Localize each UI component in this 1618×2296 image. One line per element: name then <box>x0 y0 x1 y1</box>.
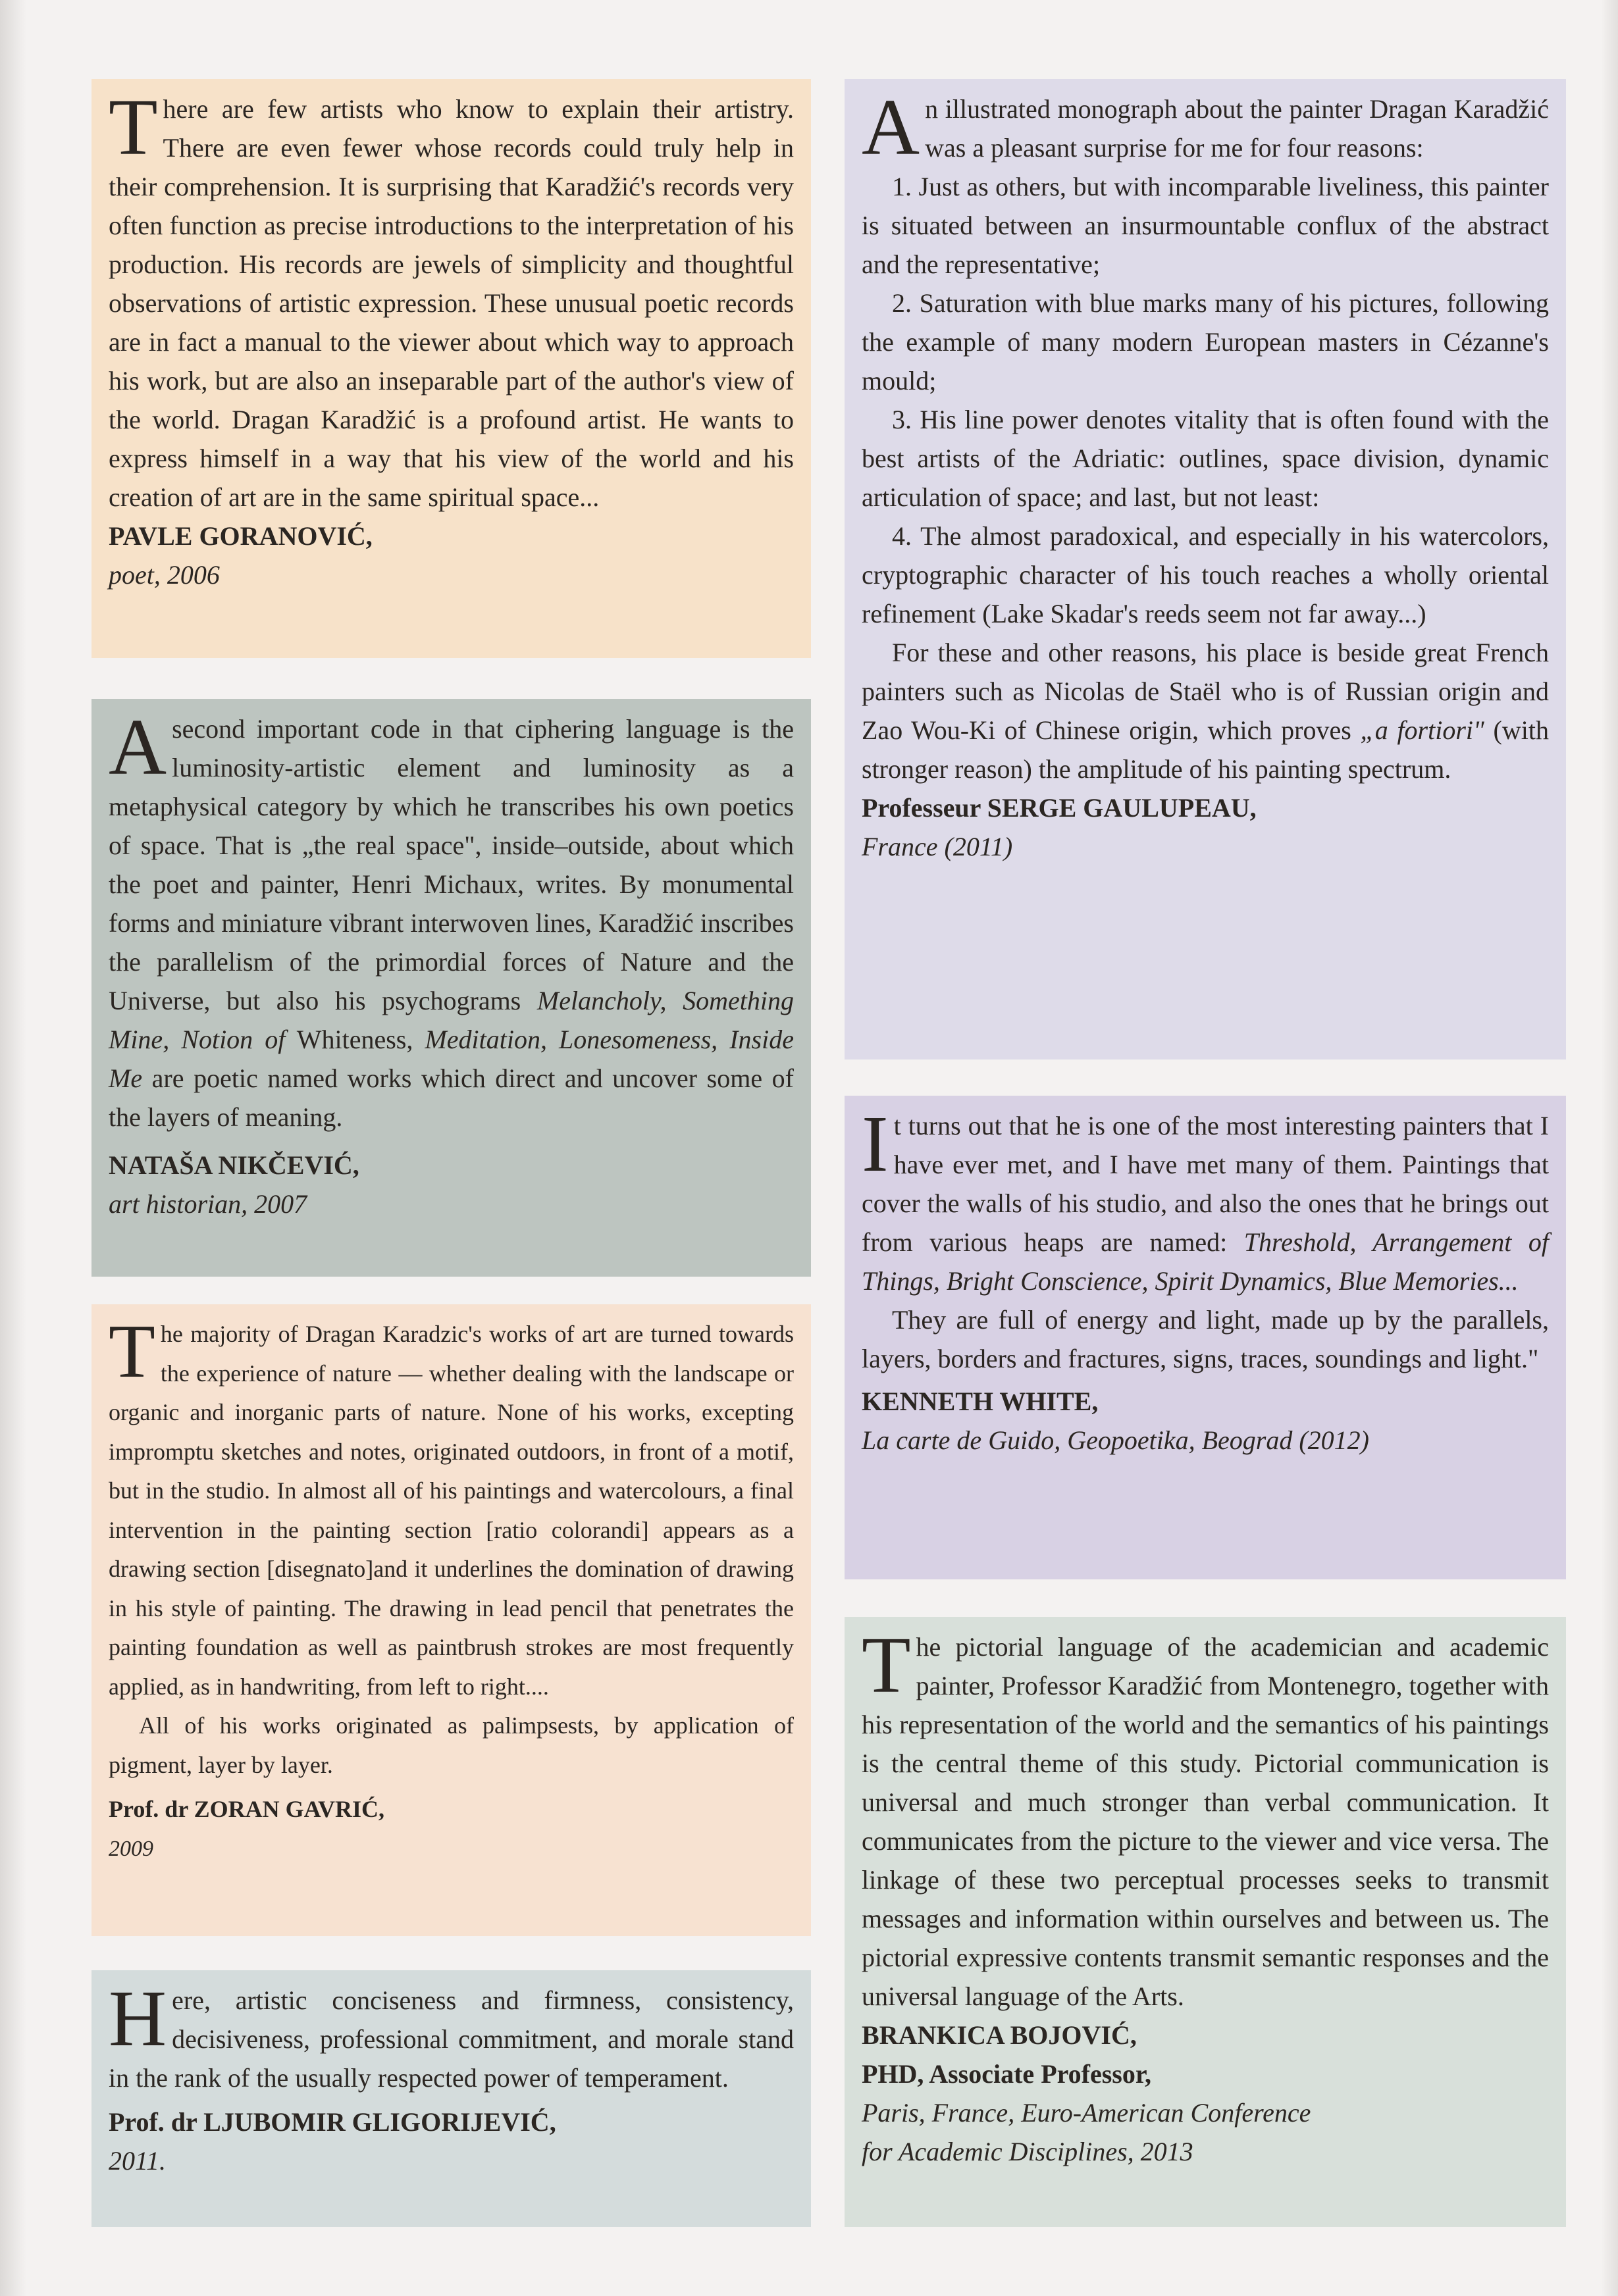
quote-box-gaulupeau <box>845 79 1566 1059</box>
drop-cap: T <box>109 1310 155 1394</box>
quote-text <box>862 83 1549 172</box>
drop-cap: A <box>109 703 167 792</box>
quote-author: BRANKICA BOJOVIĆ, <box>862 2020 1137 2050</box>
quote-box-white <box>845 1096 1566 1579</box>
quote-paragraph-end: are poetic named works which direct and uncover some of the layers of meaning. <box>109 1063 794 1132</box>
quote-author <box>862 788 1549 827</box>
page-edge-shadow <box>1601 0 1618 2296</box>
quote-box-gavric <box>91 1304 811 1936</box>
drop-cap: T <box>862 1621 911 1710</box>
quote-author-role: art historian, 2007 <box>109 1189 307 1219</box>
quote-author-role: Paris, France, Euro-American Conference <box>862 2098 1311 2128</box>
quote-paragraph: he pictorial language of the academician and academic painter, Professor Karadžić from Montenegro, together with his representation of the world and the semantics of his paintings is the central theme of this study. Pictorial communication is universal and much stronger than verbal communication. It communicates from the picture to the viewer and vice versa. The linkage of these two perceptual processes seeks to transmit messages and information within ourselves and between us. The pictorial expressive contents transmit semantic responses and the universal language of the Arts. <box>862 1632 1549 2011</box>
quote-text <box>109 703 794 1136</box>
quote-paragraph-end: (with stronger reason) the amplitude of his painting spectrum. <box>862 715 1549 784</box>
quote-paragraph: second important code in that ciphering language is the luminosity-artistic element and luminosity as a metaphysical category by which he transcribes his own poetics of space. That is „the real space", inside–outside, about which the poet and painter, Henri Michaux, writes. By monumental forms and miniature vibrant interwoven lines, Karadžić inscribes the parallelism of the primordial forces of Nature and the Universe, but also his psychograms <box>109 714 794 1015</box>
quote-author: Prof. dr LJUBOMIR GLIGORIJEVIĆ, <box>109 2107 556 2137</box>
quote-author-role: France (2011) <box>862 832 1013 861</box>
quote-paragraph <box>862 633 1549 788</box>
quote-text <box>862 1100 1549 1300</box>
quote-author-degree: PHD, Associate Professor, <box>862 2059 1151 2089</box>
drop-cap: A <box>862 83 920 172</box>
quote-paragraph: he majority of Dragan Karadzic's works of art are turned towards the experience of nature — whether dealing with the landscape or organic and inorganic parts of nature. None of his works, excepting impromptu sketches and notes, originated outdoors, in front of a motif, but in the studio. In almost all of his paintings and watercolours, a final intervention in the painting section [ratio colorandi] appears as a drawing section [disegnato]and it underlines the domination of drawing in his style of painting. The drawing in lead pencil that penetrates the painting foundation as well as paintbrush strokes are most frequently applied, as in handwriting, from left to right.... <box>109 1321 794 1700</box>
quote-author: NATAŠA NIKČEVIĆ, <box>109 1150 359 1180</box>
drop-cap: T <box>109 83 158 172</box>
quote-paragraph: They are full of energy and light, made up by the parallels, layers, borders and fractures, signs, traces, soundings and light." <box>862 1305 1549 1373</box>
page-gutter-shadow <box>0 0 26 2296</box>
quote-author-role-continued: for Academic Disciplines, 2013 <box>862 2137 1193 2166</box>
quote-paragraph: All of his works originated as palimpsests, by application of pigment, layer by layer. <box>109 1712 794 1778</box>
list-item: 4. The almost paradoxical, and especially in his watercolors, cryptographic character of his touch reaches a wholly oriental refinement (Lake Skadar's reeds seem not far away...) <box>862 521 1549 628</box>
quote-paragraph: here are few artists who know to explain their artistry. There are even fewer whose records could truly help in their comprehension. It is surprising that Karadžić's records very often function as precise introductions to the interpretation of his production. His records are jewels of simplicity and thoughtful observations of artistic expression. These unusual poetic records are in fact a manual to the viewer about which way to approach his work, but are also an inseparable part of the author's view of the world. Dragan Karadžić is a profound artist. He wants to express himself in a way that his view of the world and his creation of art are in the same spiritual space... <box>109 94 794 512</box>
quote-text <box>109 1974 794 2097</box>
work-titles: Melancholy, Something Mine, Notion of <box>109 986 794 1054</box>
quote-text <box>109 83 794 517</box>
drop-cap: I <box>862 1100 889 1188</box>
quote-author: Prof. dr ZORAN GAVRIĆ, <box>109 1796 385 1822</box>
quote-author: KENNETH WHITE, <box>862 1387 1099 1416</box>
list-item: 2. Saturation with blue marks many of his pictures, following the example of many modern European masters in Cézanne's mould; <box>862 288 1549 395</box>
quote-author-role: 2011. <box>109 2146 167 2176</box>
quote-paragraph: t turns out that he is one of the most interesting painters that I have ever met, and I have met many of them. Paintings that cover the walls of his studio, and also the ones that he brings out from various heaps are named: <box>862 1111 1549 1257</box>
quote-author: PAVLE GORANOVIĆ, <box>109 521 373 551</box>
list-item: 1. Just as others, but with incomparable liveliness, this painter is situated between an insurmountable conflux of the abstract and the representative; <box>862 172 1549 279</box>
list-item: 3. His line power denotes vitality that is often found with the best artists of the Adriatic: outlines, space division, dynamic articulation of space; and last, but not least: <box>862 405 1549 512</box>
work-title-plain: Whiteness, <box>285 1025 413 1054</box>
quote-text <box>109 1310 794 1706</box>
author-name: SERGE GAULUPEAU, <box>987 793 1257 823</box>
quote-box-gligorijevic <box>91 1970 811 2227</box>
author-title: Professeur <box>862 793 987 823</box>
quote-author-role: La carte de Guido, Geopoetika, Beograd (2012) <box>862 1425 1369 1455</box>
quote-paragraph-start: For these and other reasons, his place is beside great French painters such as Nicolas de Staël who is of Russian origin and Zao Wou-Ki of Chinese origin, which proves <box>862 638 1549 745</box>
latin-phrase: „a fortiori" <box>1360 715 1484 745</box>
quote-box-goranovic <box>91 79 811 658</box>
quote-author-role: 2009 <box>109 1836 153 1861</box>
quote-paragraph: ere, artistic conciseness and firmness, consistency, decisiveness, professional commitment, and morale stand in the rank of the usually respected power of temperament. <box>109 1985 794 2093</box>
drop-cap: H <box>109 1974 167 2063</box>
quote-author-role: poet, 2006 <box>109 560 220 590</box>
quote-paragraph: n illustrated monograph about the painter Dragan Karadžić was a pleasant surprise for me for four reasons: <box>925 94 1549 163</box>
work-titles: Meditation, Lonesomeness, Inside Me <box>109 1025 794 1093</box>
quote-box-bojovic <box>845 1617 1566 2227</box>
work-titles: Threshold, Arrangement of Things, Bright Conscience, Spirit Dynamics, Blue Memories... <box>862 1227 1549 1296</box>
quote-text <box>862 1621 1549 2016</box>
quote-box-nikcevic <box>91 699 811 1277</box>
